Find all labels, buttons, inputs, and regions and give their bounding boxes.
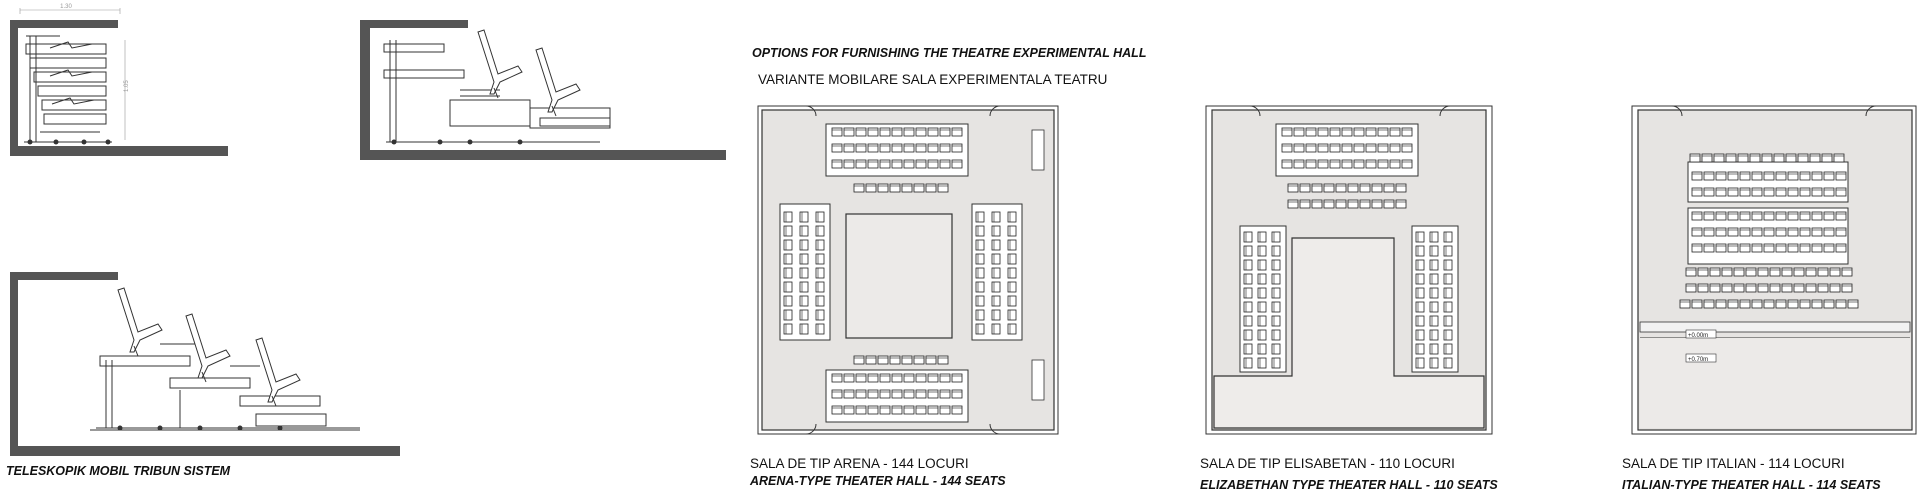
italian-title-ro: SALA DE TIP ITALIAN - 114 LOCURI — [1622, 456, 1845, 471]
elizabethan-title-en: ELIZABETHAN TYPE THEATER HALL - 110 SEATS — [1200, 478, 1498, 492]
telescopic-section-retracted — [10, 8, 228, 156]
arena-plan — [758, 106, 1058, 434]
italian-plan — [1632, 106, 1916, 434]
level-upper-label: +0.00m — [1688, 333, 1709, 339]
title-english: OPTIONS FOR FURNISHING THE THEATRE EXPERIMENTAL HALL — [752, 46, 1147, 60]
dim-width-label: 1.30 — [60, 4, 72, 10]
elizabethan-title-ro: SALA DE TIP ELISABETAN - 110 LOCURI — [1200, 456, 1455, 471]
title-romanian: VARIANTE MOBILARE SALA EXPERIMENTALA TEATRU — [758, 72, 1108, 87]
elizabethan-plan — [1206, 106, 1492, 434]
dim-height-label: 1.05 — [124, 80, 130, 92]
arena-title-en: ARENA-TYPE THEATER HALL - 144 SEATS — [750, 474, 1006, 488]
italian-title-en: ITALIAN-TYPE THEATER HALL - 114 SEATS — [1622, 478, 1881, 492]
telescopic-caption: TELESKOPIK MOBIL TRIBUN SISTEM — [6, 464, 231, 478]
arena-right-seats — [976, 212, 1016, 334]
arena-left-seats — [784, 212, 824, 334]
arena-title-ro: SALA DE TIP ARENA - 144 LOCURI — [750, 456, 969, 471]
telescopic-section-partial — [360, 20, 726, 160]
level-lower-label: +0.70m — [1688, 357, 1709, 363]
telescopic-section-extended — [10, 272, 400, 456]
